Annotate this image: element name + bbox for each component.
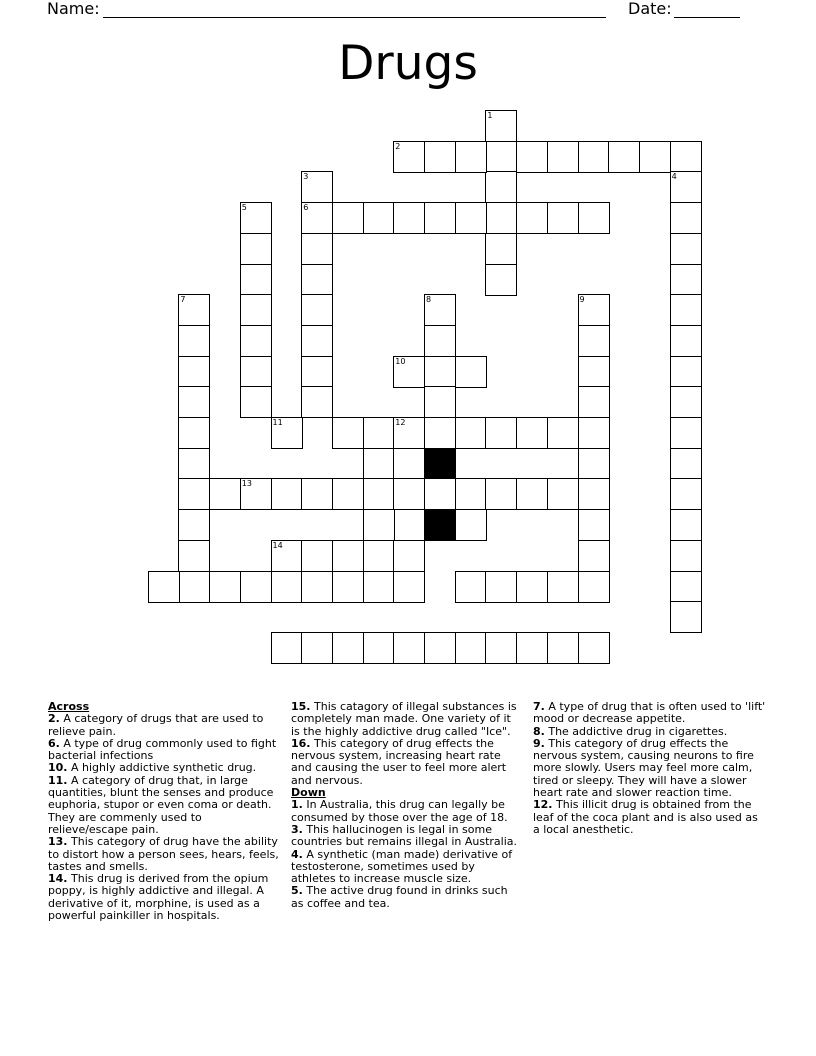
grid-cell[interactable] xyxy=(455,509,487,541)
grid-cell[interactable] xyxy=(547,632,579,664)
grid-cell[interactable] xyxy=(485,478,517,510)
clue-across-10: 10. A highly addictive synthetic drug. xyxy=(48,761,257,775)
grid-cell[interactable] xyxy=(178,448,210,480)
clue-down-9: 9. This category of drug effects the nervous system, causing neurons to fire more slowly. Users may feel more calm, tired or sleepy. They will have a slower heart rate and slower reaction time. xyxy=(533,736,754,800)
grid-cell[interactable] xyxy=(393,478,425,510)
grid-cell[interactable] xyxy=(485,417,517,449)
grid-cell[interactable] xyxy=(271,540,303,572)
grid-cell[interactable] xyxy=(485,171,517,203)
grid-cell[interactable] xyxy=(240,356,272,388)
grid-cell[interactable] xyxy=(578,509,610,541)
grid-cell[interactable] xyxy=(393,202,425,234)
grid-cell[interactable] xyxy=(271,571,303,603)
grid-cell[interactable] xyxy=(363,417,395,449)
grid-cell[interactable] xyxy=(578,478,610,510)
grid-cell[interactable] xyxy=(301,356,333,388)
grid-cell[interactable] xyxy=(547,478,579,510)
grid-cell[interactable] xyxy=(455,202,487,234)
grid-cell[interactable] xyxy=(363,448,395,480)
grid-cell[interactable] xyxy=(670,601,702,633)
grid-cell[interactable] xyxy=(516,202,548,234)
grid-cell[interactable] xyxy=(670,233,702,265)
grid-cell[interactable] xyxy=(363,478,395,510)
grid-cell[interactable] xyxy=(670,325,702,357)
grid-cell[interactable] xyxy=(240,571,272,603)
grid-cell[interactable] xyxy=(670,386,702,418)
grid-cell[interactable] xyxy=(240,264,272,296)
clue-number: 13 xyxy=(241,479,252,489)
grid-cell[interactable] xyxy=(578,571,610,603)
clue-number: 4 xyxy=(671,172,677,182)
grid-cell[interactable] xyxy=(578,356,610,388)
clue-across-15: 15. This catagory of illegal substances is completely man made. One variety of it is the highly addictive drug called "Ice". xyxy=(291,700,517,738)
name-label: Name: xyxy=(47,0,100,18)
grid-cell[interactable] xyxy=(178,356,210,388)
grid-cell[interactable] xyxy=(639,141,671,173)
grid-cell[interactable] xyxy=(516,141,548,173)
grid-cell[interactable] xyxy=(547,202,579,234)
grid-cell[interactable] xyxy=(178,325,210,357)
clue-number: 7 xyxy=(180,295,186,305)
page-title: Drugs xyxy=(338,36,478,91)
grid-cell[interactable] xyxy=(424,417,456,449)
grid-cell[interactable] xyxy=(301,386,333,418)
grid-cell[interactable] xyxy=(670,202,702,234)
grid-cell[interactable] xyxy=(178,478,210,510)
grid-cell[interactable] xyxy=(516,571,548,603)
grid-cell[interactable] xyxy=(424,632,456,664)
grid-cell[interactable] xyxy=(578,202,610,234)
clue-number: 11 xyxy=(272,418,283,427)
grid-cell[interactable] xyxy=(332,540,364,572)
grid-cell[interactable] xyxy=(301,540,333,572)
clue-number: 9 xyxy=(579,295,585,305)
grid-cell[interactable] xyxy=(578,448,610,480)
grid-cell[interactable] xyxy=(670,356,702,388)
clue-across-2: 2. A category of drugs that are used to relieve pain. xyxy=(48,712,264,738)
grid-cell[interactable] xyxy=(670,448,702,480)
grid-cell[interactable] xyxy=(670,141,702,173)
grid-cell[interactable] xyxy=(209,571,241,603)
across-heading: Across xyxy=(48,700,90,713)
grid-cell[interactable] xyxy=(424,202,456,234)
blocked-cell xyxy=(424,448,456,480)
clue-number: 3 xyxy=(303,172,309,182)
grid-cell[interactable] xyxy=(670,294,702,326)
grid-cell[interactable] xyxy=(670,417,702,449)
grid-cell[interactable] xyxy=(271,478,303,510)
grid-cell[interactable] xyxy=(578,386,610,418)
grid-cell[interactable] xyxy=(393,141,425,173)
clue-number: 8 xyxy=(426,295,432,305)
grid-cell[interactable] xyxy=(363,202,395,234)
grid-cell[interactable] xyxy=(393,540,425,572)
grid-cell[interactable] xyxy=(301,478,333,510)
grid-cell[interactable] xyxy=(578,325,610,357)
grid-cell[interactable] xyxy=(670,478,702,510)
grid-cell[interactable] xyxy=(547,141,579,173)
grid-cell[interactable] xyxy=(485,233,517,265)
grid-cell[interactable] xyxy=(301,202,333,234)
grid-cell[interactable] xyxy=(608,141,640,173)
grid-cell[interactable] xyxy=(301,294,333,326)
clue-down-5: 5. The active drug found in drinks such as coffee and tea. xyxy=(291,884,508,910)
grid-cell[interactable] xyxy=(363,509,395,541)
grid-cell[interactable] xyxy=(578,417,610,449)
grid-cell[interactable] xyxy=(485,202,517,234)
grid-cell[interactable] xyxy=(516,417,548,449)
grid-cell[interactable] xyxy=(178,386,210,418)
grid-cell[interactable] xyxy=(332,417,364,449)
grid-cell[interactable] xyxy=(485,571,517,603)
clues-column-2 xyxy=(291,701,521,910)
grid-cell[interactable] xyxy=(301,571,333,603)
grid-cell[interactable] xyxy=(332,571,364,603)
grid-cell[interactable] xyxy=(578,632,610,664)
clue-down-3: 3. This hallucinogen is legal in some countries but remains illegal in Australia. xyxy=(291,822,518,849)
grid-cell[interactable] xyxy=(271,632,303,664)
clue-across-13: 13. This category of drug have the ability to distort how a person sees, hears, feels, tastes and smells. xyxy=(48,835,279,873)
clue-across-16: 16. This category of drug effects the nervous system, increasing heart rate and causing the user to feel more alert and nervous. xyxy=(291,736,507,787)
grid-cell[interactable] xyxy=(485,141,517,173)
grid-cell[interactable] xyxy=(178,509,210,541)
grid-cell[interactable] xyxy=(424,478,456,510)
grid-cell[interactable] xyxy=(516,478,548,510)
grid-cell[interactable] xyxy=(363,632,395,664)
grid-cell[interactable] xyxy=(455,141,487,173)
grid-cell[interactable] xyxy=(670,509,702,541)
clue-number: 14 xyxy=(272,540,283,550)
date-label: Date: xyxy=(628,0,672,18)
grid-cell[interactable] xyxy=(271,417,303,449)
grid-cell[interactable] xyxy=(455,632,487,664)
grid-cell[interactable] xyxy=(578,540,610,572)
clue-across-6: 6. A type of drug commonly used to fight bacterial infections xyxy=(48,736,277,763)
grid-cell[interactable] xyxy=(578,141,610,173)
grid-cell[interactable] xyxy=(393,448,425,480)
grid-cell[interactable] xyxy=(393,417,425,449)
grid-cell[interactable] xyxy=(670,540,702,572)
grid-cell[interactable] xyxy=(670,264,702,296)
grid-cell[interactable] xyxy=(301,325,333,357)
grid-cell[interactable] xyxy=(240,386,272,418)
grid-cell[interactable] xyxy=(424,325,456,357)
down-heading: Down xyxy=(291,786,326,800)
grid-cell[interactable] xyxy=(455,417,487,449)
grid-cell[interactable] xyxy=(240,325,272,357)
grid-cell[interactable] xyxy=(332,202,364,234)
grid-cell[interactable] xyxy=(670,171,702,203)
grid-cell[interactable] xyxy=(240,233,272,265)
grid-cell[interactable] xyxy=(393,632,425,664)
clue-number: 2 xyxy=(395,141,401,151)
grid-cell[interactable] xyxy=(332,478,364,510)
clue-across-11: 11. A category of drug that, in large quantities, blunt the senses and produce euphoria, stupor or even coma or death. They are commenly used to relieve/escape pain. xyxy=(48,773,274,836)
clue-number: 6 xyxy=(303,203,309,213)
grid-cell[interactable] xyxy=(240,202,272,234)
grid-cell[interactable] xyxy=(455,571,487,603)
grid-cell[interactable] xyxy=(547,571,579,603)
grid-cell[interactable] xyxy=(178,417,210,449)
grid-cell[interactable] xyxy=(485,264,517,296)
grid-cell[interactable] xyxy=(178,540,210,572)
grid-cell[interactable] xyxy=(178,571,210,603)
clue-number: 10 xyxy=(395,356,406,366)
grid-cell[interactable] xyxy=(301,264,333,296)
grid-cell[interactable] xyxy=(670,571,702,603)
grid-cell[interactable] xyxy=(301,233,333,265)
grid-cell[interactable] xyxy=(424,294,456,326)
clue-down-12: 12. This illicit drug is obtained from the leaf of the coca plant and is also used as a local anesthetic. xyxy=(533,798,758,836)
grid-cell[interactable] xyxy=(485,110,517,142)
grid-cell[interactable] xyxy=(393,356,425,388)
grid-cell[interactable] xyxy=(178,294,210,326)
grid-cell[interactable] xyxy=(363,571,395,603)
clue-across-14: 14. This drug is derived from the opium poppy, is highly addictive and illegal. A derivative of it, morphine, is used as a powerful painkiller in hospitals. xyxy=(48,872,269,923)
clue-down-8: 8. The addictive drug in cigarettes. xyxy=(533,724,728,738)
clue-number: 5 xyxy=(241,203,247,213)
grid-cell[interactable] xyxy=(301,171,333,203)
grid-cell[interactable] xyxy=(547,417,579,449)
grid-cell[interactable] xyxy=(240,478,272,510)
clue-down-7: 7. A type of drug that is often used to 'lift' mood or decrease appetite. xyxy=(533,700,766,726)
grid-cell[interactable] xyxy=(332,632,364,664)
clue-number: 1 xyxy=(487,111,493,120)
grid-cell[interactable] xyxy=(424,356,456,388)
grid-cell[interactable] xyxy=(209,478,241,510)
grid-cell[interactable] xyxy=(148,571,180,603)
grid-cell[interactable] xyxy=(485,632,517,664)
grid-cell[interactable] xyxy=(455,478,487,510)
grid-cell[interactable] xyxy=(578,294,610,326)
grid-cell[interactable] xyxy=(240,294,272,326)
clue-down-1: 1. In Australia, this drug can legally be consumed by those over the age of 18. xyxy=(291,798,508,824)
grid-cell[interactable] xyxy=(363,540,395,572)
grid-cell[interactable] xyxy=(301,632,333,664)
grid-cell[interactable] xyxy=(516,632,548,664)
clue-number: 12 xyxy=(395,418,406,427)
clues-column-1 xyxy=(48,701,283,922)
grid-cell[interactable] xyxy=(455,356,487,388)
grid-cell[interactable] xyxy=(424,141,456,173)
clue-down-4: 4. A synthetic (man made) derivative of testosterone, sometimes used by athletes to increase muscle size. xyxy=(291,847,513,886)
grid-cell[interactable] xyxy=(393,571,425,603)
grid-cell[interactable] xyxy=(424,386,456,418)
blocked-cell xyxy=(424,509,456,541)
clues-column-3 xyxy=(533,701,768,836)
